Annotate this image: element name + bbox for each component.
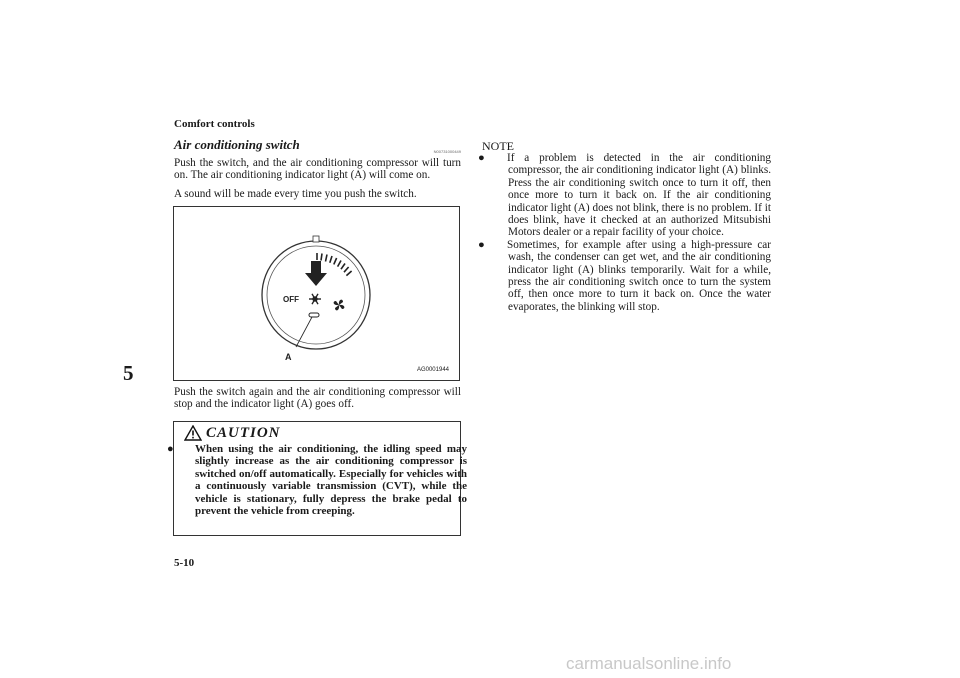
switch-notch: [313, 236, 319, 242]
warning-triangle-icon: [184, 425, 202, 441]
switch-bezel: [262, 241, 370, 349]
note-item-text: If a problem is detected in the air conditioning compressor, the air conditioning indicator light (A) blinks. Press the air conditioning switch once to turn it off, then once more to turn it back on. If the air conditioning indicator light (A) does not blink, there is no problem. If it does blink, have it checked at an authorized Mitsubishi Motors dealer or a repair facility of your choice.: [507, 152, 771, 239]
note-bullet: ●: [478, 152, 485, 164]
article-code: N00731000449: [433, 149, 461, 154]
fan-icon: [334, 300, 345, 311]
note-bullet: ●: [478, 238, 485, 251]
note-list: [478, 152, 771, 313]
section-header: Comfort controls: [174, 118, 255, 130]
page-number: 5-10: [174, 557, 195, 569]
chapter-tab: 5: [123, 361, 134, 385]
note-item: [478, 238, 771, 313]
off-paragraph: Push the switch again and the air conditioning compressor will stop and the indicator light (A) goes off.: [174, 386, 461, 411]
ac-switch-illustration: [174, 207, 459, 380]
callout-label-a: A: [285, 352, 292, 362]
caution-item-text: When using the air conditioning, the idling speed may slightly increase as the air conditioning compressor is switched on/off automatically. Especially for vehicles with a continuously variable transmission (CVT), while the vehicle is stationary, fully depress the brake pedal to prevent the vehicle from creeping.: [195, 443, 467, 518]
note-label: NOTE: [482, 139, 514, 153]
pointer-arrow-icon: [305, 261, 327, 286]
figure-code: AG0001944: [416, 367, 449, 373]
ac-switch-figure: [173, 206, 460, 381]
intro-paragraph: Push the switch, and the air conditioning compressor will turn on. The air conditioning indicator light (A) will come on.: [174, 157, 461, 182]
article-title: Air conditioning switch: [174, 137, 300, 152]
ac-snowflake-icon: [309, 294, 321, 304]
note-item-text: Sometimes, for example after using a high-pressure car wash, the condenser can get wet, and the air conditioning indicator light (A) blinks temporarily. Wait for a while, press the air conditioning switch once to turn the system off, then once more to turn it back on. Once the water evaporates, the blinking will stop.: [507, 238, 771, 313]
ac-indicator-light: [309, 313, 319, 317]
off-label: OFF: [283, 295, 299, 304]
watermark: carmanualsonline.info: [566, 654, 732, 673]
caution-bullet: ●: [167, 443, 174, 455]
switch-ring: [267, 246, 365, 344]
article-title-row: [174, 137, 461, 153]
note-item: [478, 152, 771, 239]
caution-item: [167, 443, 467, 518]
caution-box: [167, 421, 467, 536]
caution-label: CAUTION: [206, 425, 281, 441]
sound-paragraph: A sound will be made every time you push the switch.: [174, 188, 417, 200]
